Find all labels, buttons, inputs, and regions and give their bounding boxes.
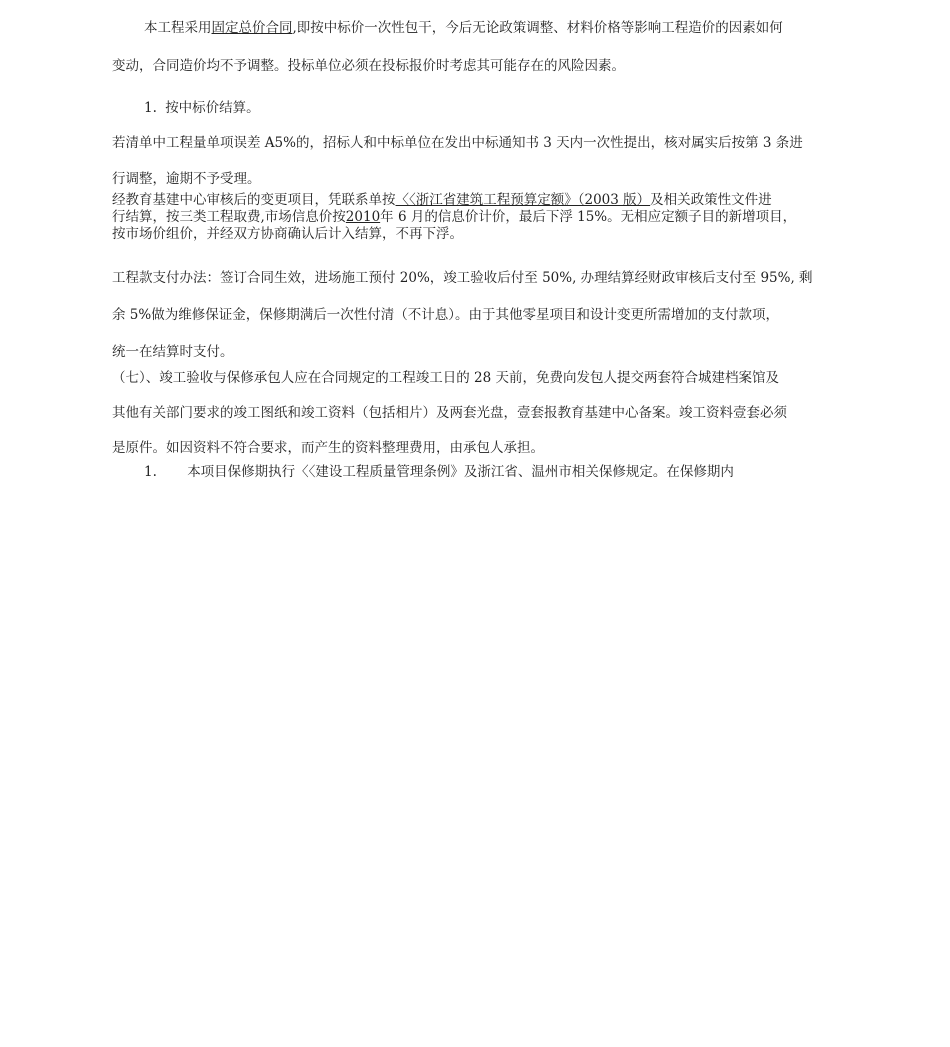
paragraph-line: 按市场价组价，并经双方协商确认后计入结算，不再下浮。 (112, 226, 463, 242)
list-item (144, 96, 872, 116)
paragraph-line: 其他有关部门要求的竣工图纸和竣工资料（包括相片）及两套光盘，壹套报教育基建中心备案。竣工资料壹套必须 (112, 405, 787, 421)
paragraph-line: 行调整，逾期不予受理。 (112, 171, 261, 187)
paragraph-line: 若清单中工程量单项误差 A5%的，招标人和中标单位在发出中标通知书 3 天内一次性提出，核对属实后按第 3 条进 (112, 135, 803, 151)
list-number: 1. (144, 100, 157, 116)
text-run: 及相关政策性文件进 (650, 192, 772, 208)
list-item-line (144, 96, 872, 116)
paragraph-line: 工程款支付办法：签订合同生效，进场施工预付 20%，竣工验收后付至 50%, 办理结算经财政审核后支付至 95%, 剩 (112, 270, 813, 286)
text-run: 经教育基建中心审核后的变更项目，凭联系单按 (112, 192, 396, 208)
list-item (144, 460, 872, 480)
underlined-term: 固定总价合同 (211, 20, 293, 36)
underlined-term: 〈〈浙江省建筑工程预算定额》（2003 版） (395, 192, 651, 208)
list-number: 1. (144, 464, 157, 480)
paragraph-change-items (112, 192, 840, 243)
underlined-term: 2010 (345, 209, 381, 225)
paragraph-line (112, 192, 840, 209)
paragraph-quantity-error (112, 131, 840, 187)
list-item-text: 按中标价结算。 (165, 100, 260, 116)
paragraph-payment-method (112, 266, 840, 360)
list-item-text: 本项目保修期执行〈〈建设工程质量管理条例》及浙江省、温州市相关保修规定。在保修期内 (187, 464, 734, 480)
paragraph-line: 变动，合同造价均不予调整。投标单位必须在投标报价时考虑其可能存在的风险因素。 (112, 58, 625, 74)
paragraph-line: 是原件。如因资料不符合要求，而产生的资料整理费用，由承包人承担。 (112, 440, 544, 456)
paragraph-line: 余 5%做为维修保证金，保修期满后一次性付清（不计息）。由于其他零星项目和设计变更所需增加的支付款项， (112, 307, 779, 323)
text-run: 行结算，按三类工程取费,市场信息价按 (112, 209, 346, 225)
list-item-line (144, 460, 872, 480)
paragraph-fixed-price (112, 16, 840, 74)
paragraph-line (112, 209, 840, 226)
paragraph-line: 统一在结算时支付。 (112, 344, 234, 360)
text-run: 年 6 月的信息价计价，最后下浮 15%。无相应定额子目的新增项目， (380, 209, 797, 225)
text-run: ,即按中标价一次性包干，今后无论政策调整、材料价格等影响工程造价的因素如何 (292, 20, 783, 36)
paragraph-line (112, 16, 840, 36)
text-run: 本工程采用 (144, 20, 212, 36)
paragraph-completion-acceptance (112, 366, 840, 456)
paragraph-line: （七）、竣工验收与保修承包人应在合同规定的工程竣工日的 28 天前，免费向发包人提交两套符合城建档案馆及 (112, 370, 780, 386)
